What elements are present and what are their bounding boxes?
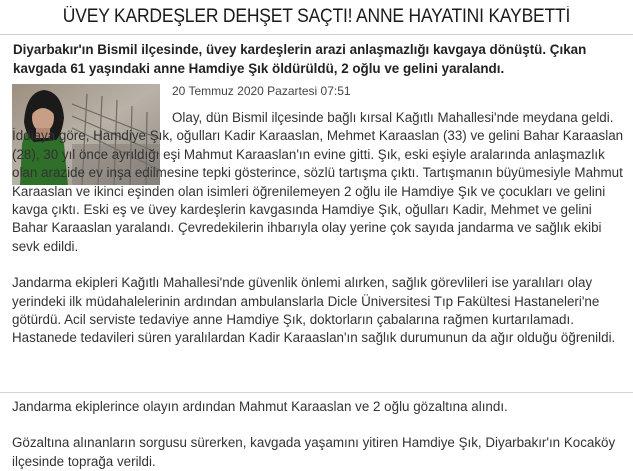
article-body (12, 109, 627, 348)
headline-divider (0, 34, 633, 35)
paragraph-3: Jandarma ekiplerince olayın ardından Mahmut Karaaslan ve 2 oğlu gözaltına alındı. (12, 399, 508, 414)
article-headline: ÜVEY KARDEŞLER DEHŞET SAÇTI! ANNE HAYATINI KAYBETTİ (62, 6, 571, 27)
article-summary: Diyarbakır'ın Bismil ilçesinde, üvey kardeşlerin arazi anlaşmazlığı kavgaya dönüştü. Çıkan kavgada 61 yaşındaki anne Hamdiye Şık öldürüldü, 2 oğlu ve gelini yaralandı. (13, 42, 587, 76)
paragraph-2: Jandarma ekipleri Kağıtlı Mahallesi'nde güvenlik önlemi alırken, sağlık görevlileri ise yaralıları olay yerindeki ilk müdahalelerinin ardından ambulanslarla Dicle Üniversitesi Tıp Fakültesi Hastaneleri'ne götürdü. Acil serviste tedaviye anne Hamdiye Şık, doktorların çabalarına rağmen kurtarılamadı. Hastanede tedavileri süren yaralılardan Kadir Karaaslan'ın sağlık durumunun da ağır olduğu öğrenildi. (12, 275, 616, 346)
section-divider (0, 392, 633, 393)
paragraph-4: Gözaltına alınanların sorgusu sürerken, kavgada yaşamını yitiren Hamdiye Şık, Diyarbakır'ın Kocaköy ilçesinde toprağa verildi. (12, 435, 616, 469)
publish-date: 20 Temmuz 2020 Pazartesi 07:51 (172, 84, 351, 98)
article-body-continued (12, 398, 627, 471)
paragraph-1: Olay, dün Bismil ilçesinde bağlı kırsal Kağıtlı Mahallesi'nde meydana geldi. İddiaya göre, Hamdiye Şık, oğulları Kadir Karaaslan, Mehmet Karaaslan (33) ve gelini Bahar Karaaslan (28), 30 yıl önce ayrıldığı eşi Mahmut Karaaslan'ın evine gitti. Şık, eski eşiyle aralarında anlaşmazlık olan arazide ev inşa edilmesine tepki gösterince, sözlü tartışma çıktı. Tartışmanın büyümesiyle Mahmut Karaaslan ve ikinci eşinden olan isimleri öğrenilemeyen 2 oğlu ile Hamdiye Şık ve çocukları ve gelini kavga çıktı. Eski eş ve üvey kardeşlerin kavgasında Hamdiye Şık, oğulları Kadir, Mehmet ve gelini Bahar Karaaslan yaralandı. Çevredekilerin ihbarıyla olay yerine çok sayıda jandarma ve sağlık ekibi sevk edildi. (12, 110, 624, 254)
